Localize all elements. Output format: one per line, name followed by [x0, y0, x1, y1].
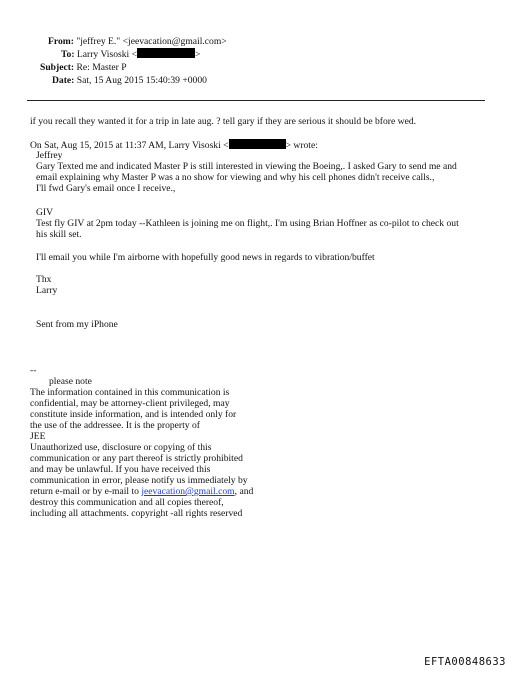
signature-line: the use of the addressee. It is the property of: [30, 420, 200, 431]
from-row: [48, 35, 227, 48]
signature-email-suffix: , and: [234, 486, 254, 497]
signature-line: JEE: [30, 431, 46, 442]
quoted-line: email explaining why Master P was a no show for viewing and why his cell phones didn't receive calls.,: [36, 172, 435, 183]
date-value: Sat, 15 Aug 2015 15:40:39 +0000: [76, 75, 207, 86]
redaction-box: [137, 48, 195, 58]
signature-line: and may be unlawful. If you have received this: [30, 464, 211, 475]
quoted-intro-prefix: On Sat, Aug 15, 2015 at 11:37 AM, Larry Visoski <: [30, 140, 229, 151]
signature-note: please note: [49, 376, 92, 387]
subject-value: Re: Master P: [76, 62, 127, 73]
quoted-line: GIV: [36, 207, 54, 218]
quoted-line: his skill set.: [36, 229, 82, 240]
to-value-suffix: >: [195, 49, 201, 60]
quoted-line: I'll email you while I'm airborne with hopefully good news in regards to vibration/buffet: [36, 252, 375, 263]
redaction-box: [229, 139, 286, 149]
email-link[interactable]: jeevacation@gmail.com: [141, 486, 235, 497]
signature-dashes: --: [30, 365, 37, 376]
date-label: Date:: [52, 75, 75, 86]
date-row: [52, 74, 207, 87]
document-id: EFTA00848633: [424, 656, 506, 668]
from-label: From:: [48, 36, 74, 47]
to-value-prefix: Larry Visoski <: [76, 49, 138, 60]
signature-line: confidential, may be attorney-client privileged, may: [30, 398, 230, 409]
signature-line: communication in error, please notify us immediately by: [30, 475, 248, 486]
subject-row: [40, 61, 127, 74]
quoted-line: I'll fwd Gary's email once I receive.,: [36, 183, 176, 194]
quoted-line: Jeffrey: [36, 150, 63, 161]
quoted-line: Thx: [36, 274, 52, 285]
quoted-line: Gary Texted me and indicated Master P is still interested in viewing the Boeing,. I asked Gary to send me and: [36, 161, 457, 172]
signature-line: communication or any part thereof is strictly prohibited: [30, 453, 243, 464]
signature-line: destroy this communication and all copies thereof,: [30, 497, 224, 508]
signature-line: Unauthorized use, disclosure or copying of this: [30, 442, 212, 453]
header-divider: [27, 100, 485, 101]
from-value: "jeffrey E." <jeevacation@gmail.com>: [76, 36, 227, 47]
subject-label: Subject:: [40, 62, 75, 73]
to-label: To:: [61, 49, 75, 60]
signature-line: constitute inside information, and is intended only for: [30, 409, 237, 420]
quoted-line: Test fly GIV at 2pm today --Kathleen is joining me on flight,. I'm using Brian Hoffner as co-pilot to check out: [36, 218, 459, 229]
quoted-intro: [30, 139, 318, 152]
reply-text: if you recall they wanted it for a trip in late aug. ? tell gary if they are serious it should be bfore wed.: [30, 116, 417, 127]
signature-email-prefix: return e-mail or by e-mail to: [30, 486, 142, 497]
signature-line: The information contained in this communication is: [30, 387, 230, 398]
quoted-intro-suffix: > wrote:: [285, 140, 318, 151]
quoted-line: Sent from my iPhone: [36, 319, 118, 330]
quoted-line: Larry: [36, 285, 58, 296]
signature-line: including all attachments. copyright -all rights reserved: [30, 508, 243, 519]
to-row: [61, 48, 200, 61]
